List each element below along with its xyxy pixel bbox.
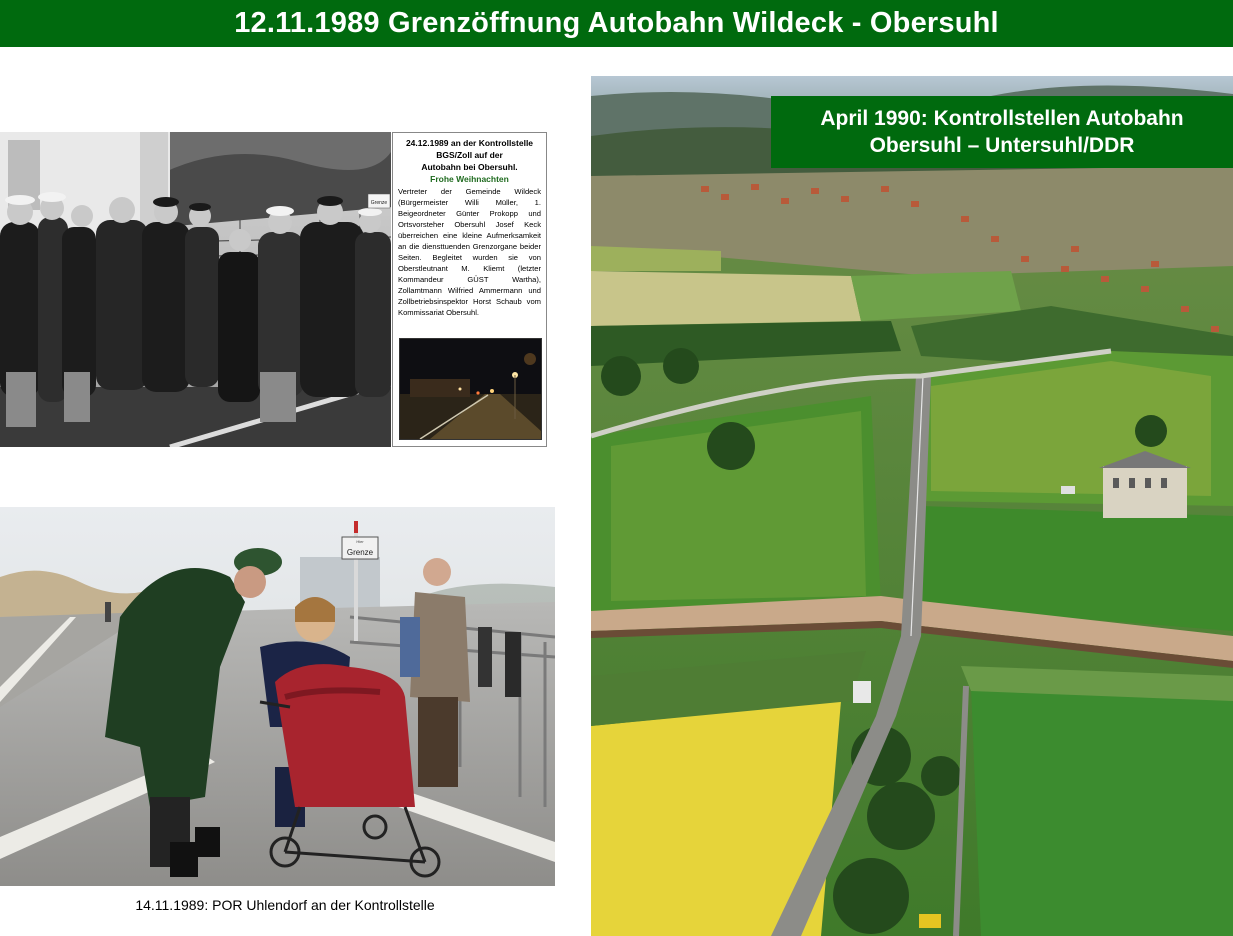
sign-text-bw: Grenze — [370, 200, 388, 206]
photo-caption: 14.11.1989: POR Uhlendorf an der Kontrollstelle — [135, 897, 435, 913]
aerial-label — [771, 96, 1233, 168]
group-photo-bw — [0, 132, 391, 447]
aerial-label-line: April 1990: Kontrollstellen Autobahn — [820, 107, 1184, 130]
clipping-heading-line: BGS/Zoll auf der — [436, 150, 503, 160]
page-title: 12.11.1989 Grenzöffnung Autobahn Wildeck - Obersuhl — [234, 7, 999, 39]
newspaper-clipping — [0, 132, 547, 447]
aerial-photo — [591, 76, 1233, 936]
title-banner — [0, 0, 1233, 47]
border-crossing-photo — [0, 507, 555, 886]
clipping-text-box — [392, 132, 547, 447]
night-photo — [399, 338, 542, 440]
sign-small-text: Hier — [356, 539, 364, 544]
clipping-body: Vertreter der Gemeinde Wildeck (Bürgermeister Willi Müller, 1. Beigeordneter Günter Prokopp und Ortsvorsteher Obersuhl Josef Keck überreichen eine kleine Aufmerksamkeit an die diensttuenden Grenzorgane beider Seiten. Begleitet wurden sie von Oberstleutnant M. Kliemt (letzter Kommandeur GÜST Wartha), Zollamtmann Wilfried Ammermann und Zollbetriebsinspektor Horst Schaub vom Kommissariat Obersuhl. — [398, 187, 541, 317]
clipping-heading-line: Autobahn bei Obersuhl. — [421, 162, 518, 172]
aerial-label-line: Obersuhl – Untersuhl/DDR — [869, 134, 1135, 157]
clipping-heading — [398, 137, 541, 173]
sign-text: Grenze — [346, 548, 374, 557]
clipping-subheading: Frohe Weihnachten — [430, 174, 509, 184]
clipping-heading-line: 24.12.1989 an der Kontrollstelle — [405, 138, 534, 148]
